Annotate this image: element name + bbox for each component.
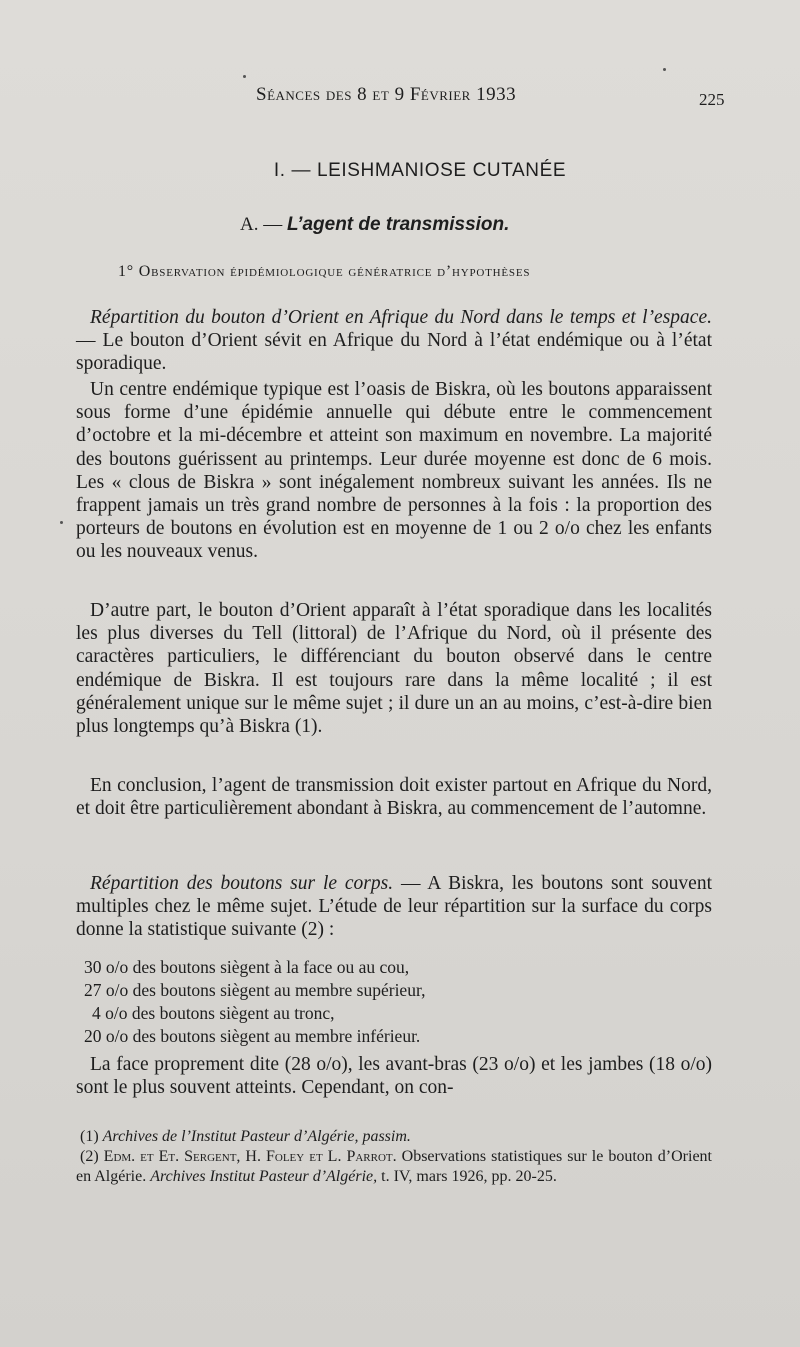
statistic-item: 30 o/o des boutons siègent à la face ou au cou,: [84, 957, 410, 977]
subsection-text: L’agent de transmission.: [286, 214, 510, 235]
subsection-title: [240, 214, 509, 236]
footnote-1-number: (1): [80, 1128, 99, 1145]
statistics-list: [84, 956, 604, 1048]
statistic-item: 4 o/o des boutons siègent au tronc,: [92, 1003, 335, 1023]
footnotes: [76, 1127, 712, 1187]
paragraph-6: [76, 1053, 712, 1099]
subsection-label: A. —: [240, 214, 283, 235]
paragraph-3: [76, 599, 712, 738]
footnote-2-number: (2): [80, 1148, 99, 1165]
footnote-2-journal: Archives Institut Pasteur d’Algérie,: [150, 1168, 378, 1185]
paragraph-1: [76, 306, 712, 376]
footnote-2-text: Observations statistiques sur le bouton d’Orient en Algérie.: [76, 1148, 712, 1185]
paragraph-2-text: Un centre endémique typique est l’oasis de Biskra, où les boutons apparaissent sous forme d’une épidémie annuelle qui débute entre le commencement d’octobre et la mi-décembre et atteint son maximum en novembre. La majorité des boutons guérissent au printemps. Leur durée moyenne est donc de 6 mois. Les « clous de Biskra » sont inégalement nombreux suivant les années. Ils ne frappent jamais un très grand nombre de personnes à la fois : la proportion des porteurs de boutons en évolution est en moyenne de 1 ou 2 o/o chez les enfants ou les nouveaux venus.: [76, 379, 712, 563]
paragraph-5-text: — A Biskra, les boutons sont souvent multiples chez le même sujet. L’étude de leur répartition sur la surface du corps donne la statistique suivante (2) :: [76, 873, 712, 941]
footnote-1-text: Archives de l’Institut Pasteur d’Algérie, passim.: [102, 1128, 411, 1145]
statistic-item: 27 o/o des boutons siègent au membre supérieur,: [84, 980, 426, 1000]
paragraph-3-text: D’autre part, le bouton d’Orient apparaît à l’état sporadique dans les localités les plus diverses du Tell (littoral) de l’Afrique du Nord, où il présente des caractères particuliers, le différenciant du bouton observé dans le centre endémique de Biskra. Il est toujours rare dans la même localité ; il est généralement unique sur le même sujet ; il dure un an au moins, c’est-à-dire bien plus longtemps qu’à Biskra (1).: [76, 600, 712, 738]
paragraph-5-lead: Répartition des boutons sur le corps.: [90, 873, 394, 894]
paragraph-4-text: En conclusion, l’agent de transmission doit exister partout en Afrique du Nord, et doit être particulièrement abondant à Biskra, au commencement de l’automne.: [76, 775, 712, 820]
footnote-2: [76, 1147, 712, 1187]
page-number: 225: [699, 90, 725, 109]
paragraph-2: [76, 378, 712, 564]
ink-speck: [243, 75, 246, 78]
paragraph-5: [76, 872, 712, 942]
ink-speck: [663, 68, 666, 71]
observation-heading: 1° Observation épidémiologique génératrice d’hypothèses: [118, 263, 531, 280]
paragraph-4: [76, 774, 712, 820]
section-title: I. — LEISHMANIOSE CUTANÉE: [273, 160, 567, 181]
footnote-2-authors: Edm. et Et. Sergent, H. Foley et L. Parrot.: [103, 1148, 397, 1165]
ink-speck: [60, 521, 63, 524]
paragraph-1-lead: Répartition du bouton d’Orient en Afrique du Nord dans le temps et l’espace.: [90, 307, 712, 328]
paragraph-1-text: — Le bouton d’Orient sévit en Afrique du Nord à l’état endémique ou à l’état sporadique.: [76, 330, 712, 375]
statistic-item: 20 o/o des boutons siègent au membre inférieur.: [84, 1026, 421, 1046]
footnote-2-ref: t. IV, mars 1926, pp. 20-25.: [377, 1168, 557, 1185]
paragraph-6-text: La face proprement dite (28 o/o), les avant-bras (23 o/o) et les jambes (18 o/o) sont le plus souvent atteints. Cependant, on con-: [76, 1054, 712, 1099]
footnote-1: [76, 1127, 712, 1147]
running-head: Séances des 8 et 9 Février 1933: [256, 84, 517, 105]
